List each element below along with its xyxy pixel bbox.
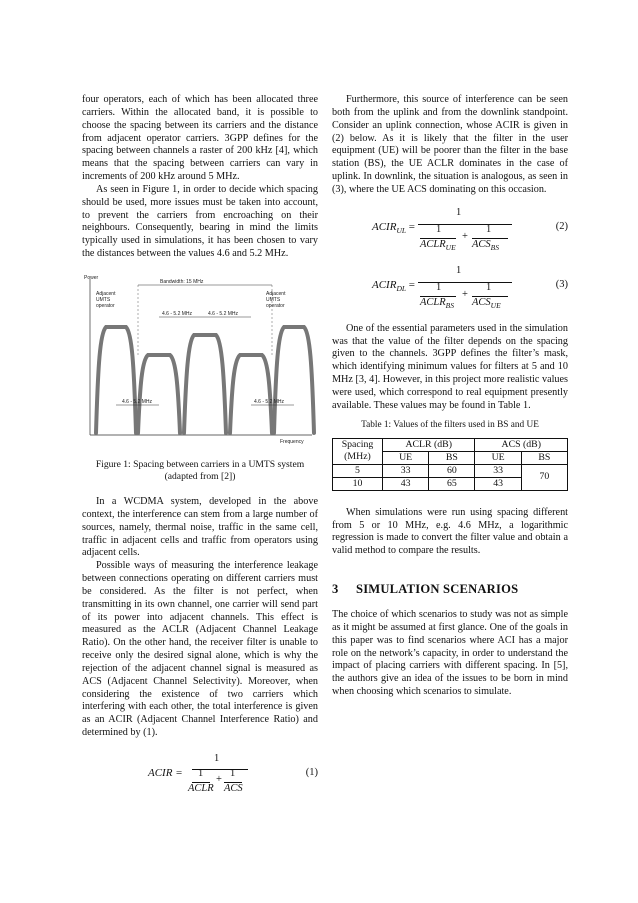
equation-3 <box>332 263 568 319</box>
paragraph: When simulations were run using spacing different from 5 or 10 MHz, e.g. 4.6 MHz, a logarithmic regression is made to convert the filter value and obtain a valid method to compare the results. <box>332 506 568 557</box>
section-title: SIMULATION SCENARIOS <box>356 582 519 597</box>
table-cell: 43 <box>475 477 521 490</box>
adjacent-operator-right-label: Adjacent UMTS operator <box>266 290 286 309</box>
table-header-cell: BS <box>521 451 567 464</box>
table-cell: 10 <box>333 477 383 490</box>
numerator: 1 <box>456 264 462 276</box>
inner-numerator: 1 <box>486 281 492 293</box>
denominator-symbol: ACLR <box>420 238 446 250</box>
denominator <box>420 239 456 252</box>
denominator-subscript: UE <box>490 300 501 310</box>
inner-numerator: 1 <box>486 223 492 235</box>
fraction-bar <box>418 224 512 225</box>
paragraph: As seen in Figure 1, in order to decide which spacing should be used, more issues must be taken into account, to prevent the carriers from encroaching on their neighbours. Consequently, bearing in mind the limits typically used in simulations, it has been chosen to vary the distances between the values 4.6 and 5.2 MHz. <box>82 183 318 260</box>
figure-1 <box>82 275 318 455</box>
table-header-cell: ACLR (dB) <box>382 438 475 451</box>
table-cell: 60 <box>429 464 475 477</box>
paragraph: One of the essential parameters used in the simulation was that the value of the filter depends on the spacing given to the channels. 3GPP defines the filter’s mask, which identifying minimum values for filters at 5 and 10 MHz [3, 4]. However, in this project more realistic values were used, which correspond to real equipment presently available. These values may be found in Table 1. <box>332 322 568 411</box>
lhs-subscript: UL <box>396 225 407 235</box>
table-header-cell: UE <box>475 451 521 464</box>
numerator: 1 <box>456 206 462 218</box>
right-column <box>332 94 568 699</box>
lhs-symbol: ACIR <box>372 220 397 233</box>
equation-number: (1) <box>305 767 318 778</box>
paragraph: In a WCDMA system, developed in the above context, the interference can stem from a large number of sources, namely, thermal noise, traffic in the same cell, traffic in adjacent cells and traffic from operators using adjacent cells. <box>82 495 318 559</box>
bandwidth-label <box>160 279 203 285</box>
denominator: ACLR <box>188 783 214 794</box>
fraction-bar <box>418 282 512 283</box>
paragraph: Furthermore, this source of interference can be seen both from the uplink and from the downlink standpoint. Consider an uplink connection, whose ACIR is given in (2) below. As it is likely that the filter in the user equipment (UE) will be poorer than the filter in the base station (BS), the UE ACLR dominates in the case of uplink. In downlink, the situation is analogous, as seen in (3), where the UE ACS dominating on this occasion. <box>332 94 568 195</box>
plus-sign: + <box>462 230 468 242</box>
denominator-subscript: BS <box>445 300 455 310</box>
denominator-symbol: ACS <box>472 238 491 250</box>
numerator: 1 <box>214 753 220 764</box>
table-cell: 70 <box>521 464 567 490</box>
spacing-header: Spacing <box>341 439 374 451</box>
inner-numerator: 1 <box>436 281 442 293</box>
section-heading <box>332 582 568 597</box>
inner-numerator: 1 <box>436 223 442 235</box>
denominator-subscript: BS <box>490 242 500 252</box>
denominator-symbol: ACS <box>472 296 491 308</box>
equation-1 <box>82 752 318 798</box>
denominator <box>420 297 454 310</box>
filter-values-table <box>332 438 568 491</box>
table-cell: 5 <box>333 464 383 477</box>
equation-lhs: ACIR = <box>148 767 183 779</box>
spacing-label: 4.6 - 5.2 MHz <box>208 310 239 317</box>
bandwidth-value: 15 MHz <box>186 278 204 285</box>
equation-lhs <box>372 279 415 293</box>
table-header-row <box>333 438 568 451</box>
table-row <box>333 464 568 477</box>
equation-lhs <box>372 221 415 235</box>
table-header-cell: ACS (dB) <box>475 438 568 451</box>
table-cell: 33 <box>382 464 428 477</box>
plus-sign: + <box>216 774 222 785</box>
table-header-cell <box>333 438 383 464</box>
spacing-label: 4.6 - 5.2 MHz <box>254 398 285 405</box>
paragraph: Possible ways of measuring the interference leakage between connections operating on different carriers must be considered. As the filter is not perfect, when transmitting in its own channel, one carrier will send part of its power into adjacent channels. This effect is measured as the ACLR (Adjacent Channel Leakage Ratio). On the other hand, the receiver filter is unable to receive only the desired signal alone, which is why the rejection of the adjacent channel signal is measured as ACS (Adjacent Channel Selectivity). Moreover, when considering the existence of two carriers which interfering with each other, the total interference is given as an ACIR (Adjacent Channel Interference Ratio) and determined by (1). <box>82 560 318 739</box>
section-number: 3 <box>332 582 339 597</box>
left-column <box>82 94 318 798</box>
equation-2 <box>332 205 568 257</box>
adjacent-operator-left-label: Adjacent UMTS operator <box>96 290 116 309</box>
frequency-axis-label: Frequency <box>280 438 304 445</box>
table-caption: Table 1: Values of the filters used in BS and UE <box>361 419 539 430</box>
lhs-symbol: ACIR <box>372 278 397 291</box>
denominator-subscript: UE <box>445 242 456 252</box>
paragraph: four operators, each of which has been allocated three carriers. Within the allocated band, it is possible to choose the spacing between its carriers and the distance from adjacent operator carriers. 3GPP defines for the spacing between channels a raster of 200 kHz [4], which means that the spacing between carriers can vary in increments of 200 kHz around 5 MHz. <box>82 94 318 183</box>
paragraph: The choice of which scenarios to study was not as simple as it might be assumed at first glance. One of the goals in this paper was to find scenarios where ACI has a major role on the network’s capacity, in order to understand the impact of placing carriers with different spacing. In [5], the authors give an idea of the issues to be born in mind when choosing which scenarios to simulate. <box>332 609 568 698</box>
table-header-cell: UE <box>382 451 428 464</box>
table-cell: 65 <box>429 477 475 490</box>
equation-number: (2) <box>555 220 568 232</box>
equals-sign: = <box>408 220 416 233</box>
spacing-label: 4.6 - 5.2 MHz <box>162 310 193 317</box>
equals-sign: = <box>408 278 416 291</box>
table-cell: 43 <box>382 477 428 490</box>
spacing-label: 4.6 - 5.2 MHz <box>122 398 153 405</box>
lhs-subscript: DL <box>396 283 407 293</box>
inner-numerator: 1 <box>198 768 204 779</box>
spacing-unit: (MHz) <box>344 451 371 463</box>
denominator <box>472 239 499 252</box>
denominator <box>472 297 501 310</box>
denominator-symbol: ACLR <box>420 296 446 308</box>
plus-sign: + <box>462 288 468 300</box>
figure-caption: Figure 1: Spacing between carriers in a UMTS system (adapted from [2]) <box>95 458 305 483</box>
power-axis-label: Power <box>84 274 99 281</box>
equation-number: (3) <box>555 278 568 290</box>
denominator: ACS <box>224 783 243 794</box>
table-cell: 33 <box>475 464 521 477</box>
bandwidth-text: Bandwidth: <box>160 278 185 285</box>
inner-numerator: 1 <box>230 768 236 779</box>
table-header-cell: BS <box>429 451 475 464</box>
